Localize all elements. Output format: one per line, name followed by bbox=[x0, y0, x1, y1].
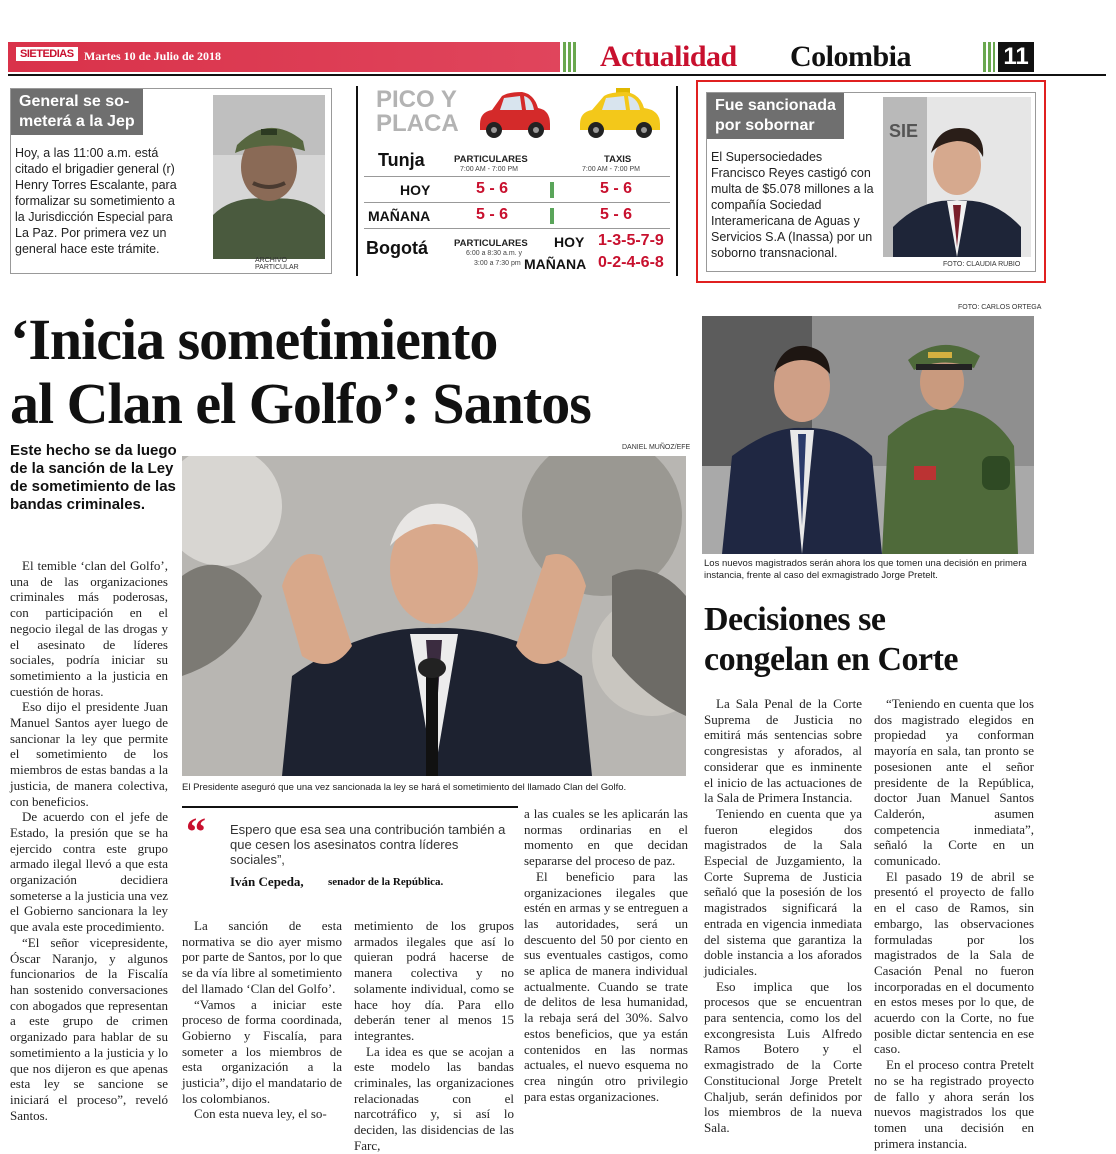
pull-quote bbox=[182, 806, 518, 890]
paragraph: Con esta nueva ley, el so- bbox=[194, 1106, 327, 1122]
city-bogota: Bogotá bbox=[366, 238, 428, 258]
green-marker bbox=[550, 208, 554, 224]
magistrados-photo bbox=[702, 316, 1034, 554]
bogota-hours-1: 6:00 a 8:30 a.m. y bbox=[466, 250, 523, 257]
paragraph: La Sala Penal de la Corte Suprema de Justicia no emitirá más sentencias sobre congresistas y aforados, al considerar que es inminente el inicio de las actuaciones de la Sala de Primera Instancia. bbox=[704, 696, 862, 806]
decorative-bars bbox=[983, 42, 995, 72]
quote-text: Espero que esa sea una contribución también a que cesen los asesinatos contra líderes sociales”, bbox=[230, 822, 506, 867]
photo-credit: ARCHIVO PARTICULAR bbox=[255, 257, 299, 271]
paragraph: “El señor vicepresidente, Óscar Naranjo, y algunos funcionarios de la Fiscalía han sostenido conversaciones con abogados que representan a este grupo de crimen organizado para hablar de su sometimiento a la justicia y lo que nos dijeron es que apenas esta ley se sancione se iniciará el proceso”, reveló Santos. bbox=[10, 934, 168, 1123]
santos-speaking-icon bbox=[182, 456, 686, 776]
main-column-4 bbox=[524, 806, 688, 1104]
taxis-label: TAXIS bbox=[604, 154, 632, 165]
reyes-portrait-icon bbox=[883, 97, 1031, 257]
magistrados-ceremony-icon bbox=[702, 316, 1034, 554]
hoy-label: HOY bbox=[400, 182, 431, 198]
main-column-2 bbox=[182, 918, 342, 1122]
teaser-title: General se so- meterá a la Jep bbox=[11, 89, 143, 135]
teaser-general-jep[interactable] bbox=[10, 88, 332, 274]
bogota-hoy-value: 1-3-5-7-9 bbox=[598, 232, 664, 249]
table-rule bbox=[364, 202, 670, 203]
general-portrait-photo bbox=[213, 95, 325, 259]
santos-photo bbox=[182, 456, 686, 776]
reyes-portrait-photo bbox=[883, 97, 1031, 257]
second-column-1 bbox=[704, 696, 862, 1136]
main-column-1 bbox=[10, 558, 168, 1123]
teaser-sancionada-soborno[interactable] bbox=[696, 80, 1046, 283]
paragraph: El beneficio para las organizaciones ilegales que estén en armas y se entreguen a las autoridades, será un descuento del 50 por ciento en sus eventuales castigos, como se aplica de manera individual actualmente. Cuando se trate de delitos de lesa humanidad, la rebaja será del 30%. Salvo estos beneficios, que ya están contenidos en las normas actuales, el nuevo esquema no crea ningún otro privilegio para estas organizaciones. bbox=[524, 868, 688, 1104]
second-column-2 bbox=[874, 696, 1034, 1151]
decorative-bars bbox=[563, 42, 577, 72]
green-marker bbox=[550, 182, 554, 198]
teaser-body: Hoy, a las 11:00 a.m. está citado el brigadier general (r) Henry Torres Escalante, para formalizar su sometimiento a la Jurisdicción Especial para La Paz. Por primera vez un general hace este trámite. bbox=[15, 146, 177, 256]
particulares-hours: 7:00 AM - 7:00 PM bbox=[460, 166, 518, 173]
manana-particulares: 5 - 6 bbox=[476, 206, 509, 223]
section-subtitle: Colombia bbox=[790, 40, 912, 73]
paragraph: La sanción de esta normativa se dio ayer mismo por parte de Santos, por lo que se da vía libre al sometimiento del llamado ‘Clan del Golfo’. bbox=[182, 918, 342, 996]
hoy-particulares: 5 - 6 bbox=[476, 180, 509, 197]
red-car-icon bbox=[474, 88, 554, 140]
masthead-rule bbox=[8, 74, 1106, 76]
table-rule bbox=[364, 228, 670, 229]
newspaper-logo[interactable]: SIETEDIAS bbox=[16, 47, 78, 61]
table-rule bbox=[364, 176, 670, 177]
main-column-3 bbox=[354, 918, 514, 1154]
city-tunja: Tunja bbox=[378, 150, 425, 170]
paragraph: a las cuales se les aplicarán las normas ordinarias en el momento en que decidan separarse del proceso de paz. bbox=[524, 806, 688, 869]
manana-label: MAÑANA bbox=[368, 208, 431, 224]
pico-title: PICO Y PLACA bbox=[376, 86, 459, 137]
bogota-manana-value: 0-2-4-6-8 bbox=[598, 254, 664, 271]
second-headline[interactable]: Decisiones se congelan en Corte bbox=[704, 601, 959, 678]
paragraph: metimiento de los grupos armados ilegales que así lo quieran podrá hacerse de manera colectiva y no solamente individual, como se hace hoy día. Para ello deberán tener al menos 15 integrantes. bbox=[354, 918, 514, 1043]
main-deck: Este hecho se da luego de la sanción de la Ley de sometimiento de las bandas criminales. bbox=[10, 442, 177, 513]
taxi-icon bbox=[576, 88, 664, 140]
photo-credit: FOTO: CARLOS ORTEGA bbox=[958, 304, 1042, 311]
paragraph: “Vamos a iniciar este proceso de forma coordinada, Gobierno y Fiscalía, para someter a los miembros de esta organización a la justicia”, dijo el mandatario de los colombianos. bbox=[182, 996, 342, 1106]
paragraph: El temible ‘clan del Golfo’, una de las organizaciones criminales más poderosas, con participación en el negocio ilegal de las drogas y el asesinato de líderes sociales, podría iniciar su sometimiento a la justicia en cuestión de horas. bbox=[10, 558, 168, 699]
photo-credit: DANIEL MUÑOZ/EFE bbox=[622, 444, 691, 451]
photo-caption: El Presidente aseguró que una vez sancionada la ley se hará el sometimiento del llamado Clan del Golfo. bbox=[182, 782, 627, 793]
quote-icon: “ bbox=[186, 809, 206, 854]
masthead bbox=[8, 40, 1106, 76]
hoy-taxis: 5 - 6 bbox=[600, 180, 633, 197]
bogota-particulares-label: PARTICULARES bbox=[454, 238, 528, 249]
issue-date: Martes 10 de Julio de 2018 bbox=[84, 49, 221, 63]
teaser-body: El Supersociedades Francisco Reyes castigó con multa de $5.078 millones a la compañía Sociedad Interamericana de Aguas y Servicios S.A (Inassa) por un soborno transnacional. bbox=[711, 150, 874, 260]
paragraph: Eso dijo el presidente Juan Manuel Santos ayer luego de sancionar la ley que permite el sometimiento de los miembros de estas bandas a la justicia, de manera colectiva, con beneficios. bbox=[10, 699, 168, 809]
taxis-hours: 7:00 AM - 7:00 PM bbox=[582, 166, 640, 173]
teaser-title: Fue sancionada por sobornar bbox=[707, 93, 844, 139]
main-headline[interactable]: ‘Inicia sometimiento al Clan el Golfo’: Santos bbox=[10, 307, 591, 436]
paragraph: Eso implica que los procesos que se encuentran para sentencia, como los del excongresista Luis Alfredo Ramos Botero y el exmagistrado de la Corte Constitucional Jorge Pretelt Chaljub, serán definidos por los miembros de la nueva Sala. bbox=[704, 978, 862, 1135]
paragraph: De acuerdo con el jefe de Estado, la presión que se ha ejercido contra este grupo armado ilegal llevó a que esta organización decidiera someterse a la justicia una vez el Gobierno sancionara la ley que avala este procedimiento. bbox=[10, 809, 168, 935]
paragraph: “Teniendo en cuenta que los dos magistrado elegidos en propiedad ya conforman mayoría en sala, tan pronto se posesionen ante el señor presidente de la República, doctor Juan Manuel Santos Calderón, asumen competencia inmediata”, señaló la Corte en un comunicado. bbox=[874, 696, 1034, 869]
photo-credit: FOTO: CLAUDIA RUBIO bbox=[943, 261, 1021, 268]
manana-taxis: 5 - 6 bbox=[600, 206, 633, 223]
svg-text:SIE: SIE bbox=[889, 121, 919, 141]
teaser-inner-box bbox=[706, 92, 1036, 272]
paragraph: El pasado 19 de abril se presentó el proyecto de fallo en el caso de Ramos, sin embargo, las observaciones formuladas por los magistrados de la Sala de Casación Penal no fueron incorporadas en el documento en estos meses por lo que, de acuerdo con la Corte, no fue posible dictar sentencia en ese caso. bbox=[874, 868, 1034, 1057]
general-portrait-icon bbox=[213, 95, 325, 259]
paragraph: La idea es que se acojan a este modelo las bandas criminales, las organizaciones relacionadas con el narcotráfico y, si así lo deciden, las disidencias de las Farc, bbox=[354, 1043, 514, 1153]
page-number: 11 bbox=[998, 42, 1034, 72]
quote-author: Iván Cepeda, bbox=[230, 874, 304, 889]
section-title: Actualidad bbox=[600, 40, 737, 73]
bogota-manana-label: MAÑANA bbox=[524, 256, 587, 272]
paragraph: Teniendo en cuenta que ya fueron elegidos dos magistrados de la Sala Especial de Juzgamiento, la Corte Suprema de Justicia señaló que la posesión de los magistrados significará la entrada en vigencia inmediata del sistema que garantiza la doble instancia a los aforados judiciales. bbox=[704, 805, 862, 978]
quote-role: senador de la República. bbox=[328, 876, 444, 888]
bogota-hours-2: 3:00 a 7:30 pm bbox=[474, 260, 521, 267]
bogota-hoy-label: HOY bbox=[554, 234, 585, 250]
particulares-label: PARTICULARES bbox=[454, 154, 528, 165]
photo-caption: Los nuevos magistrados serán ahora los que tomen una decisión en primera instancia, frente al caso del exmagistrado Jorge Pretelt. bbox=[704, 558, 1027, 581]
paragraph: En el proceso contra Pretelt no se ha registrado proyecto de fallo y ahora serán los nuevos magistrados los que tomen una decisión en primera instancia. bbox=[874, 1057, 1034, 1151]
pico-y-placa-box bbox=[356, 86, 678, 276]
